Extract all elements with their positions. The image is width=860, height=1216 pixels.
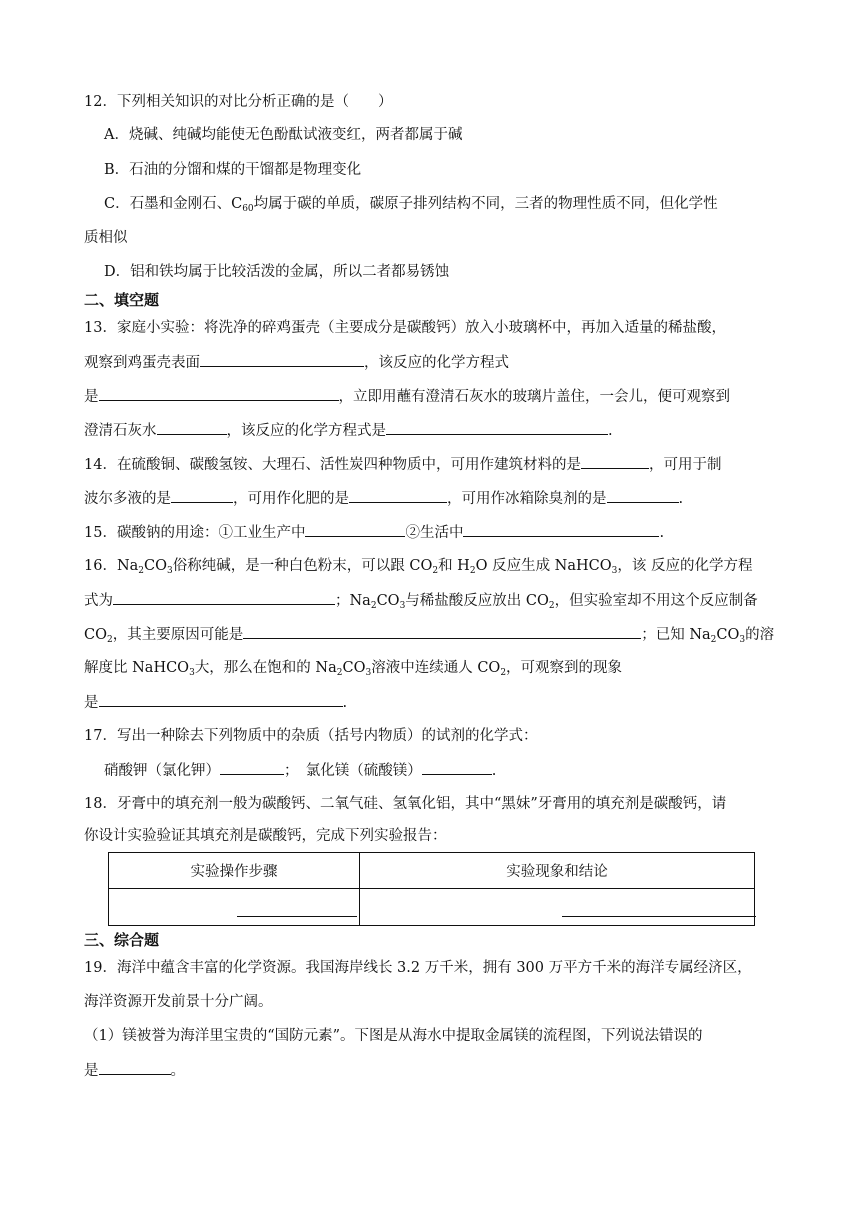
inline-text: . bbox=[491, 763, 497, 779]
q12-option-a: A．烧碱、纯碱均能使无色酚酞试液变红，两者都属于碱 bbox=[104, 127, 463, 143]
q12-c-text: C．石墨和金刚石、C bbox=[104, 196, 243, 212]
q16-line3 bbox=[84, 624, 774, 645]
q13-blank-limewater[interactable] bbox=[157, 420, 227, 435]
subscript-text: 3 bbox=[399, 601, 406, 611]
q16-line1 bbox=[84, 556, 753, 576]
inline-text: 式为 bbox=[84, 593, 113, 609]
cell-results[interactable] bbox=[360, 889, 755, 926]
subscript-text: 2 bbox=[710, 635, 717, 645]
inline-text: . bbox=[342, 695, 348, 711]
q18-line1: 18．牙膏中的填充剂一般为碳酸钙、二氧气硅、氢氧化铝，其中“黑妹”牙膏用的填充剂是碳酸钙，请 bbox=[84, 796, 727, 812]
q13-text: 是 bbox=[84, 389, 99, 405]
inline-text: CO bbox=[716, 627, 740, 643]
q12-c-text2: 均属于碳的单质，碳原子排列结构不同，三者的物理性质不同，但化学性 bbox=[253, 196, 718, 212]
subscript-text: 2 bbox=[336, 668, 343, 678]
q16-blank-phenomenon[interactable] bbox=[99, 692, 343, 707]
q15-blank-daily-life[interactable] bbox=[463, 522, 659, 537]
q15-text: . bbox=[659, 525, 665, 541]
inline-text: ；已知 Na bbox=[641, 627, 711, 643]
inline-text: 解度比 NaHCO bbox=[84, 660, 190, 676]
section-heading-comprehensive: 三、综合题 bbox=[84, 931, 160, 949]
q13-blank-observation[interactable] bbox=[200, 352, 364, 367]
blank-results[interactable] bbox=[562, 916, 756, 917]
subscript-text: 2 bbox=[138, 566, 145, 576]
q13-text: . bbox=[608, 423, 613, 439]
inline-text: ； 氯化镁（硫酸镁） bbox=[284, 763, 422, 779]
inline-text: 是 bbox=[84, 695, 99, 711]
subscript-text: 3 bbox=[365, 668, 372, 678]
col-header-results: 实验现象和结论 bbox=[360, 853, 755, 889]
table-row bbox=[109, 889, 755, 926]
inline-text: CO bbox=[84, 627, 107, 643]
q14-line2 bbox=[84, 488, 683, 509]
inline-text: 硝酸钾（氯化钾） bbox=[104, 763, 220, 779]
q17-line1: 17．写出一种除去下列物质中的杂质（括号内物质）的试剂的化学式： bbox=[84, 728, 538, 744]
q14-blank-fertilizer[interactable] bbox=[349, 488, 447, 503]
q16-line4 bbox=[84, 658, 622, 678]
q13-text: ，该反应的化学方程式 bbox=[364, 355, 509, 371]
subscript-text: 2 bbox=[500, 668, 507, 678]
subscript-text: 2 bbox=[469, 566, 476, 576]
experiment-report-table bbox=[108, 852, 755, 926]
q19-line3: （1）镁被誉为海洋里宝贵的“国防元素”。下图是从海水中提取金属镁的流程图，下列说法错误的 bbox=[84, 1028, 703, 1044]
q12-option-c bbox=[104, 194, 718, 214]
q19-line1: 19．海洋中蕴含丰富的化学资源。我国海岸线长 3.2 万千米，拥有 300 万平方千米的海洋专属经济区， bbox=[84, 960, 752, 976]
q13-line2 bbox=[84, 352, 509, 373]
inline-text: ，该 反应的化学方程 bbox=[617, 558, 753, 574]
inline-text: CO bbox=[342, 660, 366, 676]
subscript-text: 2 bbox=[106, 635, 113, 645]
q17-blank-mgcl2[interactable] bbox=[422, 760, 492, 775]
subscript-text: 3 bbox=[167, 566, 173, 576]
inline-text: 和 H bbox=[438, 558, 470, 574]
subscript-text: 2 bbox=[548, 601, 555, 611]
inline-text: CO bbox=[144, 558, 168, 574]
inline-text: ，但实验室却不用这个反应制备 bbox=[554, 593, 758, 609]
blank-steps[interactable] bbox=[237, 916, 357, 917]
q14-text: ，可用作化肥的是 bbox=[233, 491, 349, 507]
subscript-text: 3 bbox=[189, 668, 195, 678]
q12-stem: 12．下列相关知识的对比分析正确的是（ ） bbox=[84, 94, 393, 110]
subscript-text: 3 bbox=[611, 566, 618, 576]
subscript-text: 2 bbox=[432, 566, 439, 576]
q14-text: ，可用作冰箱除臭剂的是 bbox=[447, 491, 607, 507]
q14-text: 波尔多液的是 bbox=[84, 491, 171, 507]
q12-option-d: D．铝和铁均属于比较活泼的金属，所以二者都易锈蚀 bbox=[104, 264, 450, 280]
q13-blank-equation2[interactable] bbox=[386, 420, 608, 435]
inline-text: CO bbox=[376, 593, 400, 609]
inline-text: ，可观察到的现象 bbox=[506, 660, 623, 676]
q19-blank-answer[interactable] bbox=[99, 1060, 171, 1075]
cell-steps[interactable] bbox=[109, 889, 360, 926]
inline-text: ，其主要原因可能是 bbox=[112, 627, 244, 643]
inline-text: 与稀盐酸反应放出 CO bbox=[405, 593, 549, 609]
q13-text: ，该反应的化学方程式是 bbox=[226, 423, 386, 439]
q13-text: 观察到鸡蛋壳表面 bbox=[84, 355, 200, 371]
q12-option-c-cont: 质相似 bbox=[84, 230, 128, 246]
q16-line2 bbox=[84, 590, 758, 611]
q12-c-sub: 60 bbox=[242, 204, 254, 214]
q15-line bbox=[84, 522, 664, 543]
q13-line4 bbox=[84, 420, 613, 441]
q19-line2: 海洋资源开发前景十分广阔。 bbox=[84, 994, 273, 1010]
q14-line1 bbox=[84, 454, 721, 475]
inline-text: 溶液中连续通人 CO bbox=[371, 660, 501, 676]
subscript-text: 2 bbox=[370, 601, 377, 611]
q17-line2 bbox=[104, 760, 496, 781]
q15-text: ②生活中 bbox=[405, 525, 464, 541]
subscript-text: 3 bbox=[739, 635, 746, 645]
q13-text: 澄清石灰水 bbox=[84, 423, 157, 439]
inline-text: O 反应生成 NaHCO bbox=[475, 558, 612, 574]
inline-text: ；Na bbox=[335, 593, 371, 609]
inline-text: 16．Na bbox=[84, 558, 139, 574]
q15-text: 15．碳酸钠的用途：①工业生产中 bbox=[84, 525, 306, 541]
q15-blank-industry[interactable] bbox=[305, 522, 405, 537]
q13-text: ，立即用蘸有澄清石灰水的玻璃片盖住，一会儿，便可观察到 bbox=[338, 389, 730, 405]
q14-blank-deodorizer[interactable] bbox=[607, 488, 679, 503]
inline-text: 是 bbox=[84, 1063, 99, 1079]
inline-text: 大，那么在饱和的 Na bbox=[194, 660, 337, 676]
q13-line3 bbox=[84, 386, 730, 407]
inline-text: 的溶 bbox=[745, 627, 775, 643]
q14-text: 14．在硫酸铜、碳酸氢铵、大理石、活性炭四种物质中，可用作建筑材料的是 bbox=[84, 457, 581, 473]
q13-blank-equation1[interactable] bbox=[99, 386, 339, 401]
q14-text: . bbox=[678, 491, 684, 507]
table-header-row bbox=[109, 853, 755, 889]
q16-blank-reason[interactable] bbox=[243, 624, 641, 639]
q19-line4 bbox=[84, 1060, 185, 1081]
q14-blank-bordeaux[interactable] bbox=[171, 488, 233, 503]
q16-blank-equation[interactable] bbox=[113, 590, 335, 605]
q14-blank-building[interactable] bbox=[581, 454, 649, 469]
q13-line1: 13．家庭小实验：将洗净的碎鸡蛋壳（主要成分是碳酸钙）放入小玻璃杯中，再加入适量的稀盐酸， bbox=[84, 320, 726, 336]
inline-text: 俗称纯碱，是一种白色粉末，可以跟 CO bbox=[172, 558, 433, 574]
section-heading-fill-in: 二、填空题 bbox=[84, 291, 160, 309]
inline-text: 。 bbox=[170, 1063, 185, 1079]
q12-option-b: B．石油的分馏和煤的干馏都是物理变化 bbox=[104, 162, 362, 178]
q16-line5 bbox=[84, 692, 347, 713]
q14-text: ，可用于制 bbox=[648, 457, 722, 473]
q17-blank-kno3[interactable] bbox=[220, 760, 284, 775]
col-header-steps: 实验操作步骤 bbox=[109, 853, 360, 889]
q18-line2: 你设计实验验证其填充剂是碳酸钙，完成下列实验报告： bbox=[84, 828, 447, 844]
